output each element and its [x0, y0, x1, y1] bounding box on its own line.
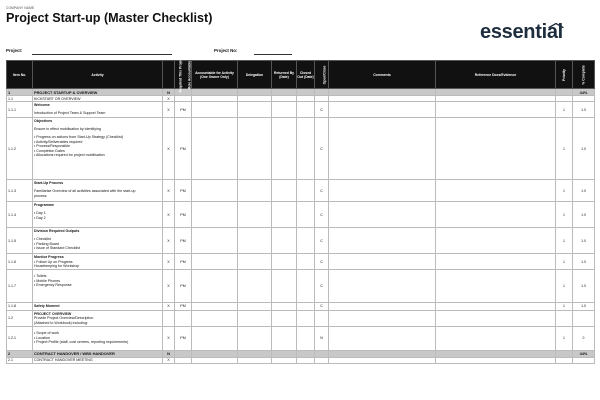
- cell-role[interactable]: PM: [175, 254, 192, 270]
- cell-closed-out[interactable]: [297, 89, 315, 96]
- cell-returned-by[interactable]: [272, 254, 297, 270]
- project-name-field[interactable]: [32, 54, 172, 55]
- cell-returned-by[interactable]: [272, 326, 297, 350]
- cell-open-close[interactable]: C: [315, 180, 329, 202]
- cell-priority[interactable]: 1: [556, 202, 573, 228]
- cell-activity: [33, 102, 163, 118]
- cell-item-no[interactable]: 1.1.8: [7, 303, 33, 311]
- cell-open-close[interactable]: C: [315, 202, 329, 228]
- cell-pct-complete[interactable]: 1.0: [573, 228, 595, 254]
- cell-item-no[interactable]: 2: [7, 350, 33, 357]
- cell-activity: [33, 303, 163, 311]
- activity-line: • Project Profile (staff, cost centres, reporting requirements): [34, 340, 129, 345]
- cell-comments[interactable]: [329, 180, 436, 202]
- cell-accountable[interactable]: [192, 118, 238, 180]
- cell-accountable[interactable]: [192, 357, 238, 363]
- table-row: [7, 357, 595, 363]
- cell-accountable[interactable]: [192, 326, 238, 350]
- cell-activity: [33, 89, 163, 96]
- cell-returned-by[interactable]: [272, 350, 297, 357]
- cell-delegation[interactable]: [238, 357, 272, 363]
- cell-item-no[interactable]: 1: [7, 89, 33, 96]
- cell-activity: [33, 228, 163, 254]
- cell-reference-docs[interactable]: [436, 270, 556, 303]
- cell-delegation[interactable]: [238, 118, 272, 180]
- cell-delegation[interactable]: [238, 228, 272, 254]
- cell-accountable[interactable]: [192, 270, 238, 303]
- cell-returned-by[interactable]: [272, 228, 297, 254]
- cell-activity: [33, 311, 163, 327]
- activity-line: (Attached to Workbook) including:: [34, 320, 88, 325]
- cell-closed-out[interactable]: [297, 202, 315, 228]
- cell-accountable[interactable]: [192, 202, 238, 228]
- cell-pct-complete[interactable]: [573, 357, 595, 363]
- cell-reference-docs[interactable]: [436, 326, 556, 350]
- cell-closed-out[interactable]: [297, 303, 315, 311]
- logo-roof-icon: [548, 23, 564, 28]
- cell-closed-out[interactable]: [297, 228, 315, 254]
- cell-required[interactable]: X: [163, 254, 175, 270]
- cell-activity: [33, 254, 163, 270]
- activity-line: • Emergency Response: [34, 283, 72, 288]
- table-row: [7, 118, 595, 180]
- table-row: [7, 102, 595, 118]
- cell-priority[interactable]: [556, 311, 573, 327]
- cell-role[interactable]: PM: [175, 102, 192, 118]
- activity-line: • Location: [34, 335, 50, 340]
- activity-line: CONTRACT HANDOVER / WBS HANDOVER: [34, 351, 115, 357]
- cell-reference-docs[interactable]: [436, 303, 556, 311]
- cell-accountable[interactable]: [192, 350, 238, 357]
- cell-pct-complete[interactable]: [573, 311, 595, 327]
- cell-pct-complete[interactable]: 1.0: [573, 303, 595, 311]
- cell-item-no[interactable]: 1.1.7: [7, 270, 33, 303]
- cell-comments[interactable]: [329, 228, 436, 254]
- cell-accountable[interactable]: [192, 303, 238, 311]
- cell-comments[interactable]: [329, 357, 436, 363]
- cell-priority[interactable]: [556, 89, 573, 96]
- cell-closed-out[interactable]: [297, 350, 315, 357]
- activity-line: KICKSTART OR OVERVIEW: [34, 96, 81, 101]
- col-closed-out: Closed Out (Date): [297, 61, 315, 89]
- cell-activity: [33, 180, 163, 202]
- cell-required[interactable]: N: [163, 89, 175, 96]
- logo-text: essential: [480, 21, 563, 43]
- cell-item-no[interactable]: 1.1.2: [7, 118, 33, 180]
- cell-accountable[interactable]: [192, 254, 238, 270]
- cell-required[interactable]: X: [163, 326, 175, 350]
- col-reference-docs: Reference Docs/Evidence: [436, 61, 556, 89]
- activity-line: • Scope of work: [34, 330, 60, 335]
- cell-comments[interactable]: [329, 118, 436, 180]
- cell-pct-complete[interactable]: 1.0: [573, 118, 595, 180]
- cell-comments[interactable]: [329, 89, 436, 96]
- cell-accountable[interactable]: [192, 102, 238, 118]
- cell-required[interactable]: X: [163, 202, 175, 228]
- cell-delegation[interactable]: [238, 102, 272, 118]
- cell-closed-out[interactable]: [297, 180, 315, 202]
- activity-line: • Allocations required for project mobilisation: [34, 153, 105, 158]
- cell-activity: [33, 326, 163, 350]
- cell-returned-by[interactable]: [272, 180, 297, 202]
- cell-open-close[interactable]: [315, 350, 329, 357]
- cell-required[interactable]: X: [163, 118, 175, 180]
- cell-open-close[interactable]: C: [315, 102, 329, 118]
- cell-open-close[interactable]: C: [315, 270, 329, 303]
- cell-activity: [33, 270, 163, 303]
- cell-item-no[interactable]: 2.1: [7, 357, 33, 363]
- cell-returned-by[interactable]: [272, 102, 297, 118]
- activity-line: Housekeeping for Workshop: [34, 264, 80, 269]
- activity-line: Safety Moment: [34, 303, 60, 308]
- cell-closed-out[interactable]: [297, 254, 315, 270]
- activity-line: Start-Up Process: [34, 180, 64, 185]
- cell-delegation[interactable]: [238, 350, 272, 357]
- cell-pct-complete[interactable]: 0: [573, 326, 595, 350]
- activity-line: • Day 2: [34, 215, 46, 220]
- cell-closed-out[interactable]: [297, 118, 315, 180]
- section-row: [7, 350, 595, 357]
- cell-pct-complete[interactable]: 44%: [573, 350, 595, 357]
- cell-reference-docs[interactable]: [436, 357, 556, 363]
- cell-delegation[interactable]: [238, 326, 272, 350]
- activity-line: Monitor Progress: [34, 254, 64, 259]
- cell-role[interactable]: PM: [175, 118, 192, 180]
- cell-reference-docs[interactable]: [436, 311, 556, 327]
- activity-line: • Issue of Standard Checklist: [34, 246, 81, 251]
- cell-comments[interactable]: [329, 270, 436, 303]
- table-header-row: [7, 61, 595, 89]
- cell-delegation[interactable]: [238, 89, 272, 96]
- activity-line: • Parking Board: [34, 241, 60, 246]
- cell-delegation[interactable]: [238, 270, 272, 303]
- cell-reference-docs[interactable]: [436, 118, 556, 180]
- cell-closed-out[interactable]: [297, 270, 315, 303]
- cell-required[interactable]: X: [163, 96, 175, 102]
- cell-accountable[interactable]: [192, 89, 238, 96]
- cell-reference-docs[interactable]: [436, 102, 556, 118]
- cell-returned-by[interactable]: [272, 118, 297, 180]
- col-returned-by: Returned By (Date): [272, 61, 297, 89]
- table-row: [7, 254, 595, 270]
- cell-comments[interactable]: [329, 254, 436, 270]
- cell-reference-docs[interactable]: [436, 202, 556, 228]
- page-title: Project Start-up (Master Checklist): [6, 11, 213, 25]
- cell-role[interactable]: [175, 350, 192, 357]
- activity-line: process: [34, 193, 47, 198]
- project-no-label: Project No:: [214, 48, 238, 53]
- table-row: [7, 228, 595, 254]
- cell-activity: [33, 118, 163, 180]
- cell-item-no[interactable]: 1.1.6: [7, 254, 33, 270]
- cell-pct-complete[interactable]: 1.0: [573, 102, 595, 118]
- cell-accountable[interactable]: [192, 228, 238, 254]
- cell-closed-out[interactable]: [297, 102, 315, 118]
- activity-line: • Day 1: [34, 211, 46, 215]
- cell-role[interactable]: PM: [175, 228, 192, 254]
- activity-line: CONTRACT HANDOVER MEETING: [34, 358, 93, 363]
- cell-closed-out[interactable]: [297, 357, 315, 363]
- activity-line: • Process/Responsible: [34, 144, 71, 149]
- cell-reference-docs[interactable]: [436, 180, 556, 202]
- cell-comments[interactable]: [329, 102, 436, 118]
- cell-comments[interactable]: [329, 303, 436, 311]
- col-role: Role Accountable: [175, 61, 192, 89]
- cell-priority[interactable]: 1: [556, 228, 573, 254]
- cell-required[interactable]: X: [163, 270, 175, 303]
- cell-priority[interactable]: [556, 350, 573, 357]
- cell-returned-by[interactable]: [272, 303, 297, 311]
- cell-pct-complete[interactable]: 1.0: [573, 254, 595, 270]
- cell-closed-out[interactable]: [297, 326, 315, 350]
- cell-open-close[interactable]: N: [315, 326, 329, 350]
- activity-line: • Completion Dates: [34, 148, 65, 153]
- cell-priority[interactable]: 1: [556, 303, 573, 311]
- activity-line: Provide Project Overview/Description: [34, 316, 94, 321]
- checklist-table: [6, 56, 595, 364]
- table-row: [7, 202, 595, 228]
- activity-line: PROJECT STARTUP & OVERVIEW: [34, 89, 98, 95]
- cell-role[interactable]: [175, 357, 192, 363]
- activity-line: Welcome: [34, 102, 50, 107]
- section-row: [7, 89, 595, 96]
- cell-activity: [33, 350, 163, 357]
- cell-accountable[interactable]: [192, 180, 238, 202]
- col-delegation: Delegation: [238, 61, 272, 89]
- cell-reference-docs[interactable]: [436, 89, 556, 96]
- activity-line: • Checklist: [34, 237, 51, 241]
- cell-delegation[interactable]: [238, 311, 272, 327]
- cell-role[interactable]: PM: [175, 326, 192, 350]
- cell-open-close[interactable]: C: [315, 118, 329, 180]
- col-priority: Priority: [556, 61, 573, 89]
- cell-pct-complete[interactable]: 1.0: [573, 270, 595, 303]
- cell-role[interactable]: [175, 311, 192, 327]
- activity-line: Programme: [34, 202, 54, 207]
- cell-returned-by[interactable]: [272, 89, 297, 96]
- cell-comments[interactable]: [329, 311, 436, 327]
- cell-item-no[interactable]: 1.1.3: [7, 180, 33, 202]
- cell-priority[interactable]: 1: [556, 254, 573, 270]
- col-pct-complete: % Complete: [573, 61, 595, 89]
- col-required: Required This Project: [163, 61, 175, 89]
- cell-role[interactable]: PM: [175, 303, 192, 311]
- table-row: [7, 311, 595, 327]
- cell-open-close[interactable]: [315, 357, 329, 363]
- activity-line: PROJECT OVERVIEW: [34, 311, 72, 316]
- cell-required[interactable]: X: [163, 303, 175, 311]
- cell-priority[interactable]: [556, 357, 573, 363]
- cell-open-close[interactable]: [315, 311, 329, 327]
- cell-returned-by[interactable]: [272, 270, 297, 303]
- cell-returned-by[interactable]: [272, 202, 297, 228]
- cell-reference-docs[interactable]: [436, 254, 556, 270]
- company-name: COMPANY NAME: [6, 6, 35, 10]
- table-row: [7, 180, 595, 202]
- cell-role[interactable]: PM: [175, 270, 192, 303]
- activity-line: Ensure in effect mobilisation by identifying: [34, 127, 101, 131]
- activity-line: • Toilets: [34, 274, 47, 279]
- cell-item-no[interactable]: 1.1.5: [7, 228, 33, 254]
- cell-activity: [33, 357, 163, 363]
- cell-priority[interactable]: 1: [556, 270, 573, 303]
- project-no-field[interactable]: [254, 54, 292, 55]
- activity-line: • Mobile Phones: [34, 278, 61, 283]
- activity-line: • Follow Up on Progress: [34, 259, 73, 264]
- cell-item-no[interactable]: 1.2: [7, 311, 33, 327]
- cell-delegation[interactable]: [238, 180, 272, 202]
- cell-priority[interactable]: 1: [556, 326, 573, 350]
- cell-role[interactable]: [175, 89, 192, 96]
- activity-line: Introduction of Project Team & Support Team: [34, 111, 106, 115]
- cell-item-no[interactable]: 1.1: [7, 96, 33, 102]
- col-open-close: Open/Close: [315, 61, 329, 89]
- cell-required[interactable]: [163, 311, 175, 327]
- cell-item-no[interactable]: 1.1.1: [7, 102, 33, 118]
- cell-pct-complete[interactable]: 44%: [573, 89, 595, 96]
- cell-pct-complete[interactable]: 1.0: [573, 180, 595, 202]
- cell-required[interactable]: X: [163, 180, 175, 202]
- col-item-no: Item No.: [7, 61, 33, 89]
- cell-required[interactable]: N: [163, 350, 175, 357]
- cell-returned-by[interactable]: [272, 311, 297, 327]
- cell-item-no[interactable]: 1.2.1: [7, 326, 33, 350]
- cell-reference-docs[interactable]: [436, 228, 556, 254]
- table-row: [7, 270, 595, 303]
- activity-line: • Progress on actions from Start-Up Strategy (Checklist): [34, 135, 123, 140]
- cell-reference-docs[interactable]: [436, 350, 556, 357]
- cell-pct-complete[interactable]: 1.0: [573, 202, 595, 228]
- cell-role[interactable]: PM: [175, 202, 192, 228]
- cell-item-no[interactable]: 1.1.4: [7, 202, 33, 228]
- cell-required[interactable]: X: [163, 102, 175, 118]
- project-label: Project:: [6, 48, 23, 53]
- cell-delegation[interactable]: [238, 303, 272, 311]
- project-info-row: [6, 48, 296, 56]
- col-accountable: Accountable for Activity (One Owner Only): [192, 61, 238, 89]
- activity-line: Division Required Outputs: [34, 228, 80, 233]
- table-row: [7, 303, 595, 311]
- cell-role[interactable]: PM: [175, 180, 192, 202]
- cell-priority[interactable]: 1: [556, 180, 573, 202]
- cell-closed-out[interactable]: [297, 311, 315, 327]
- logo: [480, 20, 570, 46]
- cell-comments[interactable]: [329, 350, 436, 357]
- cell-open-close[interactable]: C: [315, 254, 329, 270]
- cell-required[interactable]: X: [163, 228, 175, 254]
- cell-activity: [33, 202, 163, 228]
- cell-delegation[interactable]: [238, 202, 272, 228]
- col-comments: Comments: [329, 61, 436, 89]
- cell-delegation[interactable]: [238, 254, 272, 270]
- cell-priority[interactable]: 1: [556, 118, 573, 180]
- table-row: [7, 326, 595, 350]
- cell-open-close[interactable]: [315, 89, 329, 96]
- activity-line: • Activity/Deliverables required: [34, 139, 83, 144]
- cell-returned-by[interactable]: [272, 357, 297, 363]
- cell-required[interactable]: X: [163, 357, 175, 363]
- cell-accountable[interactable]: [192, 311, 238, 327]
- cell-comments[interactable]: [329, 202, 436, 228]
- cell-open-close[interactable]: C: [315, 228, 329, 254]
- activity-line: Objectives: [34, 118, 53, 123]
- cell-open-close[interactable]: C: [315, 303, 329, 311]
- cell-comments[interactable]: [329, 326, 436, 350]
- activity-line: Familiarise Overview of all activities associated with the start-up: [34, 189, 136, 193]
- cell-priority[interactable]: 1: [556, 102, 573, 118]
- col-activity: Activity: [33, 61, 163, 89]
